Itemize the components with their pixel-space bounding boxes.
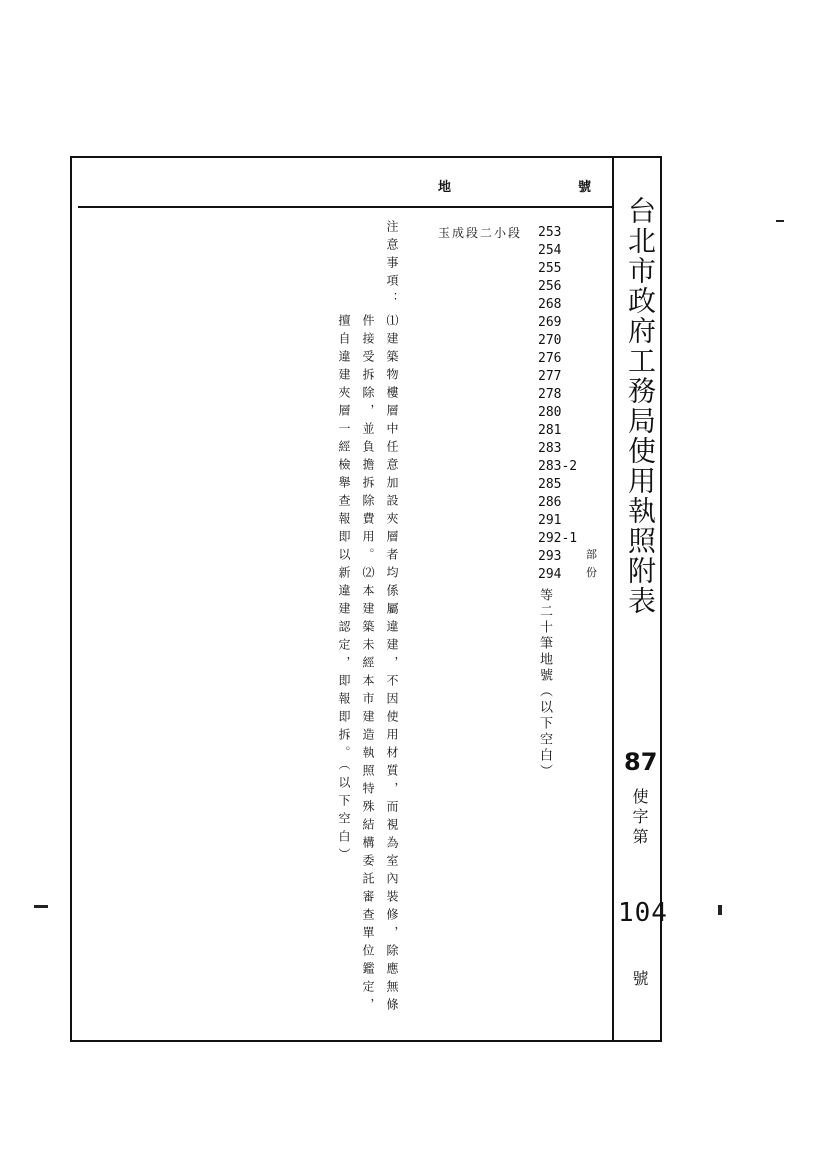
- lot-row: [434, 260, 604, 278]
- header-divider: [78, 206, 612, 208]
- lot-section: 玉成段二小段: [438, 226, 523, 240]
- lot-row: [434, 566, 604, 584]
- scan-speck: [718, 905, 722, 915]
- notes-line-2: 件接受拆除，並負擔拆除費用。⑵本建築未經本市建造執照特殊結構委託審查單位鑑定，: [361, 314, 375, 1016]
- lot-number: 281: [538, 423, 562, 438]
- lot-number: 283-2: [538, 459, 578, 474]
- lot-row: [434, 224, 604, 242]
- lot-number: 291: [538, 513, 562, 528]
- permit-attachment-table: [70, 156, 668, 1042]
- lot-row: [434, 440, 604, 458]
- lot-number: 276: [538, 351, 562, 366]
- permit-suffix: 號: [630, 970, 649, 986]
- lot-list: [434, 224, 604, 584]
- lot-row: [434, 278, 604, 296]
- lot-number: 286: [538, 495, 562, 510]
- lot-row: [434, 476, 604, 494]
- lot-number: 253: [538, 225, 562, 240]
- lot-row: [434, 494, 604, 512]
- notes-heading: 注意事項：: [385, 220, 399, 310]
- lot-number: 269: [538, 315, 562, 330]
- lot-number: 277: [538, 369, 562, 384]
- lot-number: 255: [538, 261, 562, 276]
- lot-number: 268: [538, 297, 562, 312]
- lot-number: 256: [538, 279, 562, 294]
- lot-row: [434, 314, 604, 332]
- notes-line-3: 擅自違建夾層一經檢舉查報即以新違建認定，即報即拆。（以下空白）: [337, 314, 351, 866]
- permit-year: 87: [624, 748, 658, 776]
- lot-row: [434, 296, 604, 314]
- notes-line-1: ⑴建築物樓層中任意加設夾層者均係屬違建，不因使用材質，而視為室內裝修，除應無條: [385, 314, 399, 1016]
- lot-row: [434, 242, 604, 260]
- lot-row: [434, 404, 604, 422]
- lot-summary: 等二十筆地號（以下空白）: [537, 588, 552, 780]
- lot-number: 254: [538, 243, 562, 258]
- lot-row: [434, 458, 604, 476]
- lot-row: [434, 530, 604, 548]
- lot-number: 280: [538, 405, 562, 420]
- scan-speck: [34, 905, 48, 908]
- lot-row: [434, 350, 604, 368]
- lot-row: [434, 368, 604, 386]
- permit-type-label: 使字第: [630, 788, 649, 848]
- header-number-label: 號: [578, 180, 592, 195]
- document-title: 台北市政府工務局使用執照附表: [624, 196, 657, 616]
- lot-note: 部份: [586, 548, 597, 579]
- scan-speck: [776, 220, 784, 222]
- lot-number: 292-1: [538, 531, 578, 546]
- lot-number: 270: [538, 333, 562, 348]
- lot-number: 283: [538, 441, 562, 456]
- lot-number: 294: [538, 567, 562, 582]
- title-column-divider: [612, 158, 614, 1042]
- lot-row: [434, 422, 604, 440]
- lot-number: 285: [538, 477, 562, 492]
- lot-row: [434, 332, 604, 350]
- lot-row: [434, 386, 604, 404]
- permit-number: 104: [618, 898, 668, 928]
- lot-number: 293: [538, 549, 562, 564]
- header-land-label: 地: [438, 180, 452, 195]
- lot-number: 278: [538, 387, 562, 402]
- lot-row: [434, 512, 604, 530]
